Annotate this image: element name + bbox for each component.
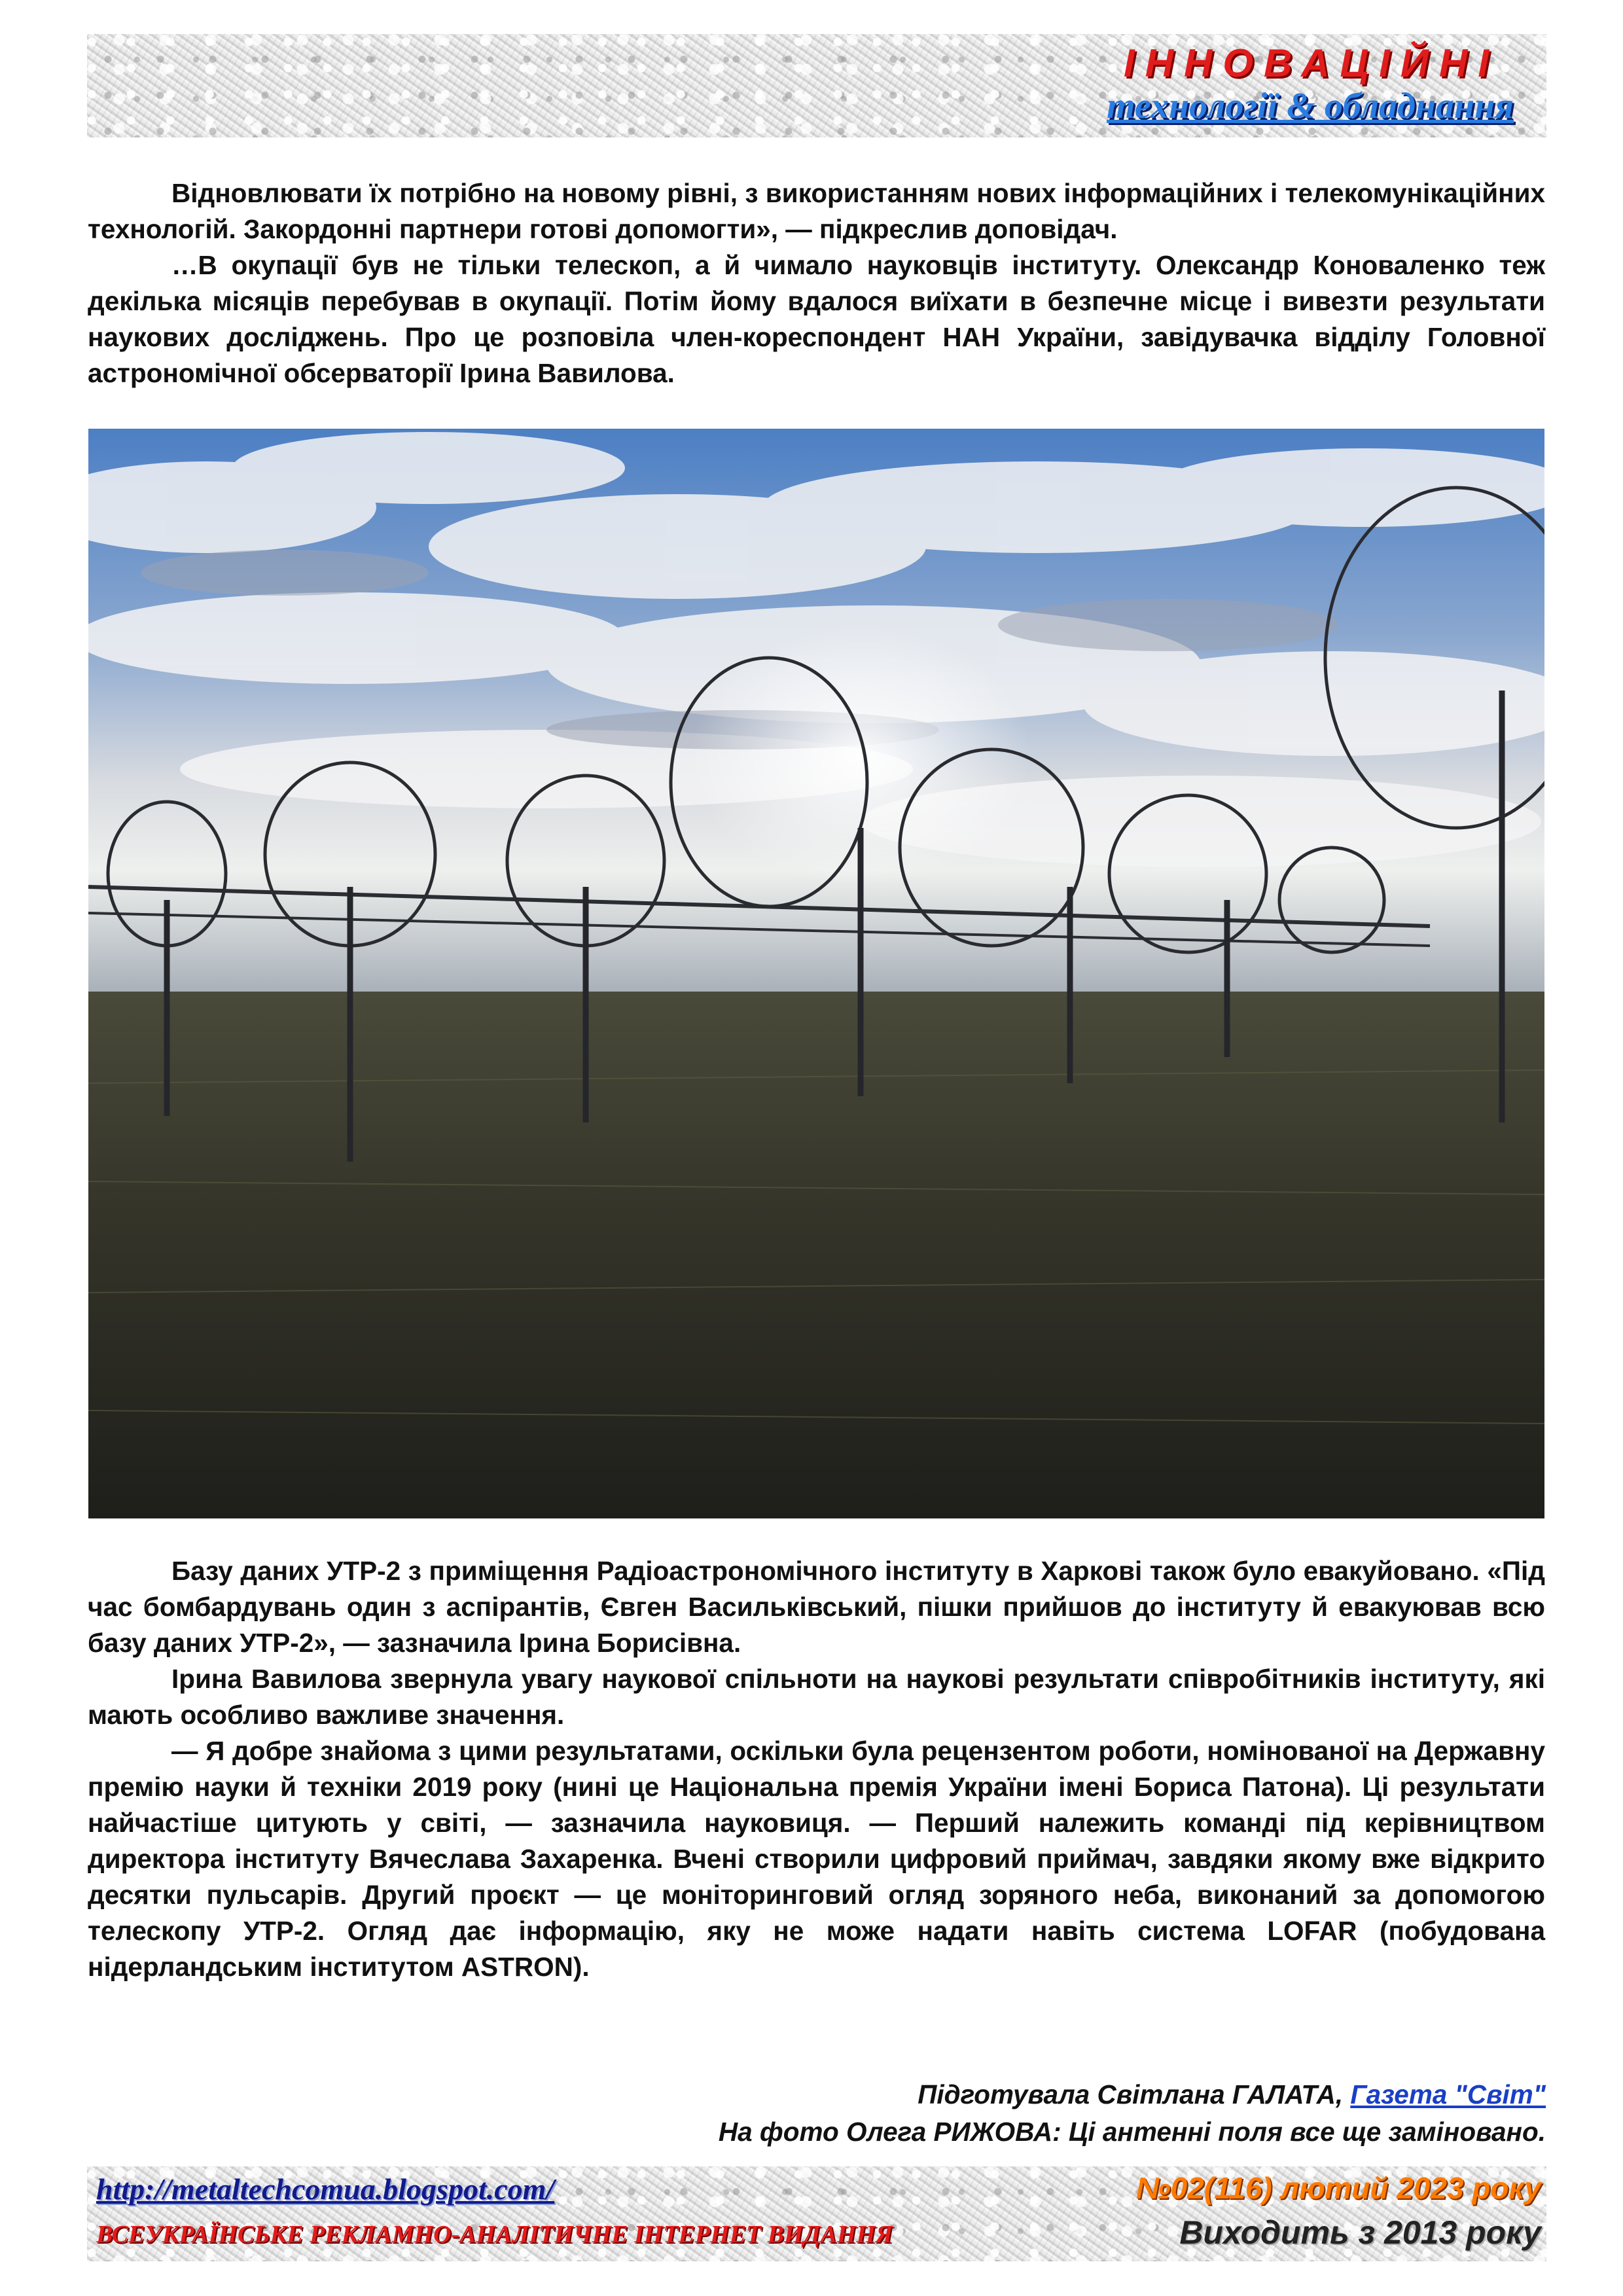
article-body-continued <box>88 1553 1545 1985</box>
article-body <box>88 175 1545 391</box>
author-credit <box>719 2076 1546 2113</box>
article-credits <box>719 2076 1546 2151</box>
photo-credit: На фото Олега РИЖОВА: Ці антенні поля все ще заміновано. <box>718 2117 1546 2147</box>
publication-since: Виходить з 2013 року <box>1179 2214 1541 2251</box>
issue-number: №02(116) лютий 2023 року <box>1135 2171 1541 2205</box>
article-paragraph: Базу даних УТР-2 з приміщення Радіоастрономічного інституту в Харкові також було евакуйовано. «Під час бомбардувань один з аспірантів, Євген Васильківський, пішки прийшов до інституту й евакуював всю базу даних УТР-2», — зазначила Ірина Борисівна. <box>88 1556 1545 1658</box>
author-credit-text: Підготувала Світлана ГАЛАТА, <box>918 2079 1351 2109</box>
page-header-banner <box>87 34 1546 137</box>
article-paragraph: Ірина Вавилова звернула увагу наукової спільноти на наукові результати співробітників інституту, які мають особливо важливе значення. <box>88 1664 1545 1730</box>
article-paragraph: — Я добре знайома з цими результатами, оскільки була рецензентом роботи, номінованої на Державну премію науки й техніки 2019 року (нині це Національна премія України імені Бориса Патона). Ці результати найчастіше цитують у світі, — зазначила науковиця. — Перший належить команді під керівництвом директора інституту Вячеслава Захаренка. Вчені створили цифровий приймач, завдяки якому вже відкрито десятки пульсарів. Другий проєкт — це моніторинговий огляд зоряного неба, виконаний за допомогою телескопу УТР-2. Огляд дає інформацію, яку не може надати навіть система LOFAR (побудована нідерландським інститутом ASTRON). <box>88 1736 1545 1982</box>
page-footer-banner <box>87 2166 1546 2261</box>
magazine-subtitle: технології & обладнання <box>1107 86 1514 126</box>
antenna-field-photo <box>88 429 1544 1518</box>
magazine-title: ІННОВАЦІЙНІ <box>1124 41 1499 85</box>
source-link[interactable]: Газета "Світ" <box>1350 2079 1546 2109</box>
article-paragraph: Відновлювати їх потрібно на новому рівні, з використанням нових інформаційних і телекомунікаційних технологій. Закордонні партнери готові допомогти», — підкреслив доповідач. <box>88 178 1545 244</box>
article-paragraph: …В окупації був не тільки телескоп, а й чимало науковців інституту. Олександр Коноваленко теж декілька місяців перебував в окупації. Потім йому вдалося виїхати в безпечне місце і вивезти результати наукових досліджень. Про це розповіла член-кореспондент НАН України, завідувачка відділу Головної астрономічної обсерваторії Ірина Вавилова. <box>88 250 1545 388</box>
website-link[interactable]: http://metaltechcomua.blogspot.com/ <box>96 2172 555 2206</box>
publication-tagline: ВСЕУКРАЇНСЬКЕ РЕКЛАМНО-АНАЛІТИЧНЕ ІНТЕРНЕТ ВИДАННЯ <box>96 2221 893 2248</box>
